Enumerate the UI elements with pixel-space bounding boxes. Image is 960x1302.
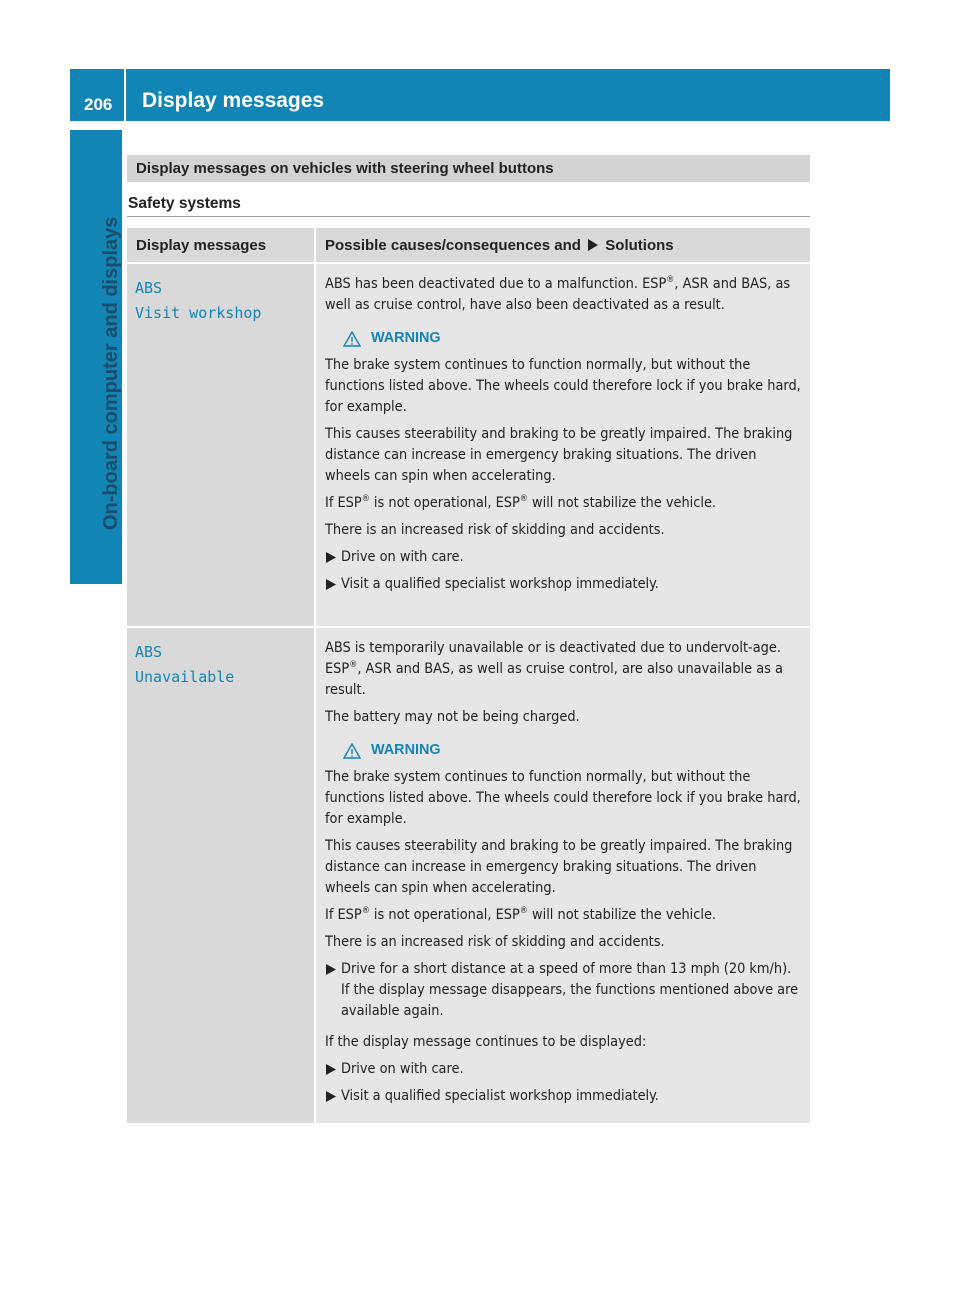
message-code: ABS (135, 643, 163, 661)
arrow-marker-icon (326, 579, 336, 590)
display-messages-table (127, 228, 810, 1123)
section-title: Display messages on vehicles with steering wheel buttons (136, 160, 554, 177)
table-header-row (127, 228, 810, 262)
arrow-marker-icon (326, 552, 336, 563)
table-row (127, 262, 810, 626)
arrow-marker-icon (587, 239, 599, 251)
message-cell (127, 262, 316, 626)
cause-text: The battery may not be being charged. (325, 709, 580, 725)
page-number-box (70, 69, 126, 121)
continue-text: If the display message continues to be displayed: (325, 1034, 647, 1050)
cause-text: ABS has been deactivated due to a malfunction. ESP®, ASR and BAS, as well as cruise control, have also been deactivated as a result. (325, 275, 791, 313)
arrow-marker-icon (326, 964, 336, 975)
warning-text: The brake system continues to function normally, but without the functions listed above. The wheels could therefore lock if you brake hard, for example. (325, 769, 801, 827)
column-header-solutions-label: Solutions (605, 236, 674, 254)
column-header-messages: Display messages (127, 228, 316, 262)
warning-text: If ESP® is not operational, ESP® will not stabilize the vehicle. (325, 494, 717, 511)
action-step-text: Visit a qualified specialist workshop immediately. (341, 576, 659, 592)
action-step-text: Visit a qualified specialist workshop immediately. (341, 1088, 659, 1104)
solution-cell (316, 262, 810, 626)
column-header-causes-label: Possible causes/consequences and (325, 236, 581, 254)
warning-text: This causes steerability and braking to be greatly impaired. The braking distance can increase in emergency braking situations. The driven wheels can spin when accelerating. (325, 838, 793, 896)
page-header (70, 69, 890, 121)
warning-heading (325, 328, 804, 349)
solution-cell (316, 626, 810, 1123)
arrow-marker-icon (326, 1064, 336, 1075)
page-header-title: Display messages (142, 89, 325, 112)
page-number: 206 (84, 95, 113, 114)
table-row (127, 626, 810, 1123)
action-step-text: Drive on with care. (341, 549, 464, 565)
column-header-causes (316, 228, 810, 262)
action-step (325, 1059, 804, 1080)
warning-text: If ESP® is not operational, ESP® will not stabilize the vehicle. (325, 906, 717, 923)
warning-label: WARNING (371, 742, 441, 758)
action-step-note: If the display message disappears, the functions mentioned above are available again. (341, 982, 799, 1019)
action-step (325, 959, 804, 1022)
warning-triangle-icon (343, 331, 361, 347)
warning-label: WARNING (371, 330, 441, 346)
message-code: ABS (135, 279, 163, 297)
arrow-marker-icon (326, 1091, 336, 1102)
warning-text: This causes steerability and braking to be greatly impaired. The braking distance can increase in emergency braking situations. The driven wheels can spin when accelerating. (325, 426, 793, 484)
message-code: Visit workshop (135, 304, 262, 322)
cause-text: ABS is temporarily unavailable or is deactivated due to undervolt-age. ESP®, ASR and BAS, as well as cruise control, are also unavailable as a result. (325, 640, 783, 698)
subsection-title: Safety systems (128, 195, 241, 212)
side-tab-label: On-board computer and displays (100, 216, 122, 530)
warning-triangle-icon (343, 743, 361, 759)
action-step (325, 1086, 804, 1107)
warning-text: There is an increased risk of skidding and accidents. (325, 934, 665, 950)
warning-heading (325, 740, 804, 761)
action-step-text: Drive on with care. (341, 1061, 464, 1077)
action-step (325, 547, 804, 568)
divider (127, 216, 810, 217)
section-title-bar (127, 155, 810, 182)
action-step (325, 574, 804, 595)
action-step-text: Drive for a short distance at a speed of more than 13 mph (20 km/h). (341, 961, 792, 977)
message-code: Unavailable (135, 668, 235, 686)
warning-text: The brake system continues to function normally, but without the functions listed above. The wheels could therefore lock if you brake hard, for example. (325, 357, 801, 415)
warning-text: There is an increased risk of skidding and accidents. (325, 522, 665, 538)
message-cell (127, 626, 316, 1123)
